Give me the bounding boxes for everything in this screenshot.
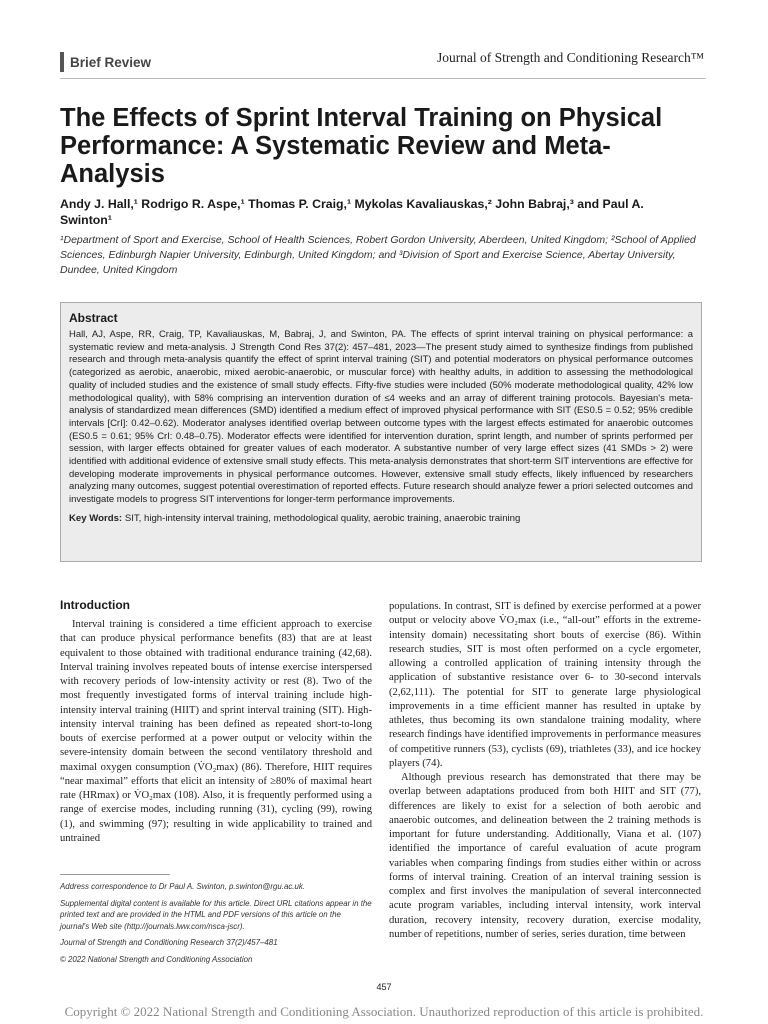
page-number: 457 [376, 982, 392, 992]
introduction-paragraph-2: populations. In contrast, SIT is defined by exercise performed at a power output or velocity above V̇O₂max (i.e., “all-out” efforts in the extreme-intensity domain) necessitating short bouts of exercise (86). Within research studies, SIT is most often performed on a cycle ergometer, allowing a controlled application of training intensity through the application of substantive resistance over 6- to 30-second intervals (2,62,111). The potential for SIT to generate large physiological improvements in a time efficient manner has resulted in uptake by athletes, thus becoming its own standalone training modality, where research findings have identified improvements in performance measures of competitive runners (53), cyclists (69), triathletes (33), and ice hockey players (74). [389, 601, 701, 769]
introduction-paragraph-1: Interval training is considered a time efficient approach to exercise that can produce physical performance benefits (83) that are at least equivalent to those obtained with traditional endurance training (42,68). Interval training involves repeated bouts of intense exercise interspersed with recovery periods of low-intensity activity or rest (8). Two of the most frequently investigated forms of interval training include high-intensity interval training (HIIT) and sprint interval training (SIT). High-intensity interval training has been defined as repeated short-to-long bouts of exercise performed at a power output or velocity within the severe-intensity domain between the second ventilatory threshold and maximal oxygen consumption (V̇O₂max) (86). Therefore, HIIT requires “near maximal” efforts that elicit an intensity of ≥80% of maximal heart rate (HRmax) or V̇O₂max (108). Also, it is frequently performed using a range of exercise modes, including running (31), cycling (99), rowing (1), and swimming (97); resulting in wide applicability to trained and untrained [60, 619, 372, 844]
left-column [60, 598, 372, 846]
association-copyright: © 2022 National Strength and Conditioning Association [60, 954, 253, 964]
copyright-watermark: Copyright © 2022 National Strength and Conditioning Association. Unauthorized reproduction of this article is prohibited. [64, 1004, 704, 1019]
keywords-line [69, 512, 693, 525]
right-column [389, 600, 701, 942]
keywords-text: SIT, high-intensity interval training, methodological quality, aerobic training, anaerobic training [124, 512, 521, 524]
journal-name: Journal of Strength and Conditioning Research™ [436, 50, 704, 65]
abstract-heading: Abstract [69, 311, 118, 325]
article-type-label: Brief Review [70, 54, 152, 70]
correspondence-note: Address correspondence to Dr Paul A. Swinton, p.swinton@rgu.ac.uk. [60, 882, 305, 891]
header-divider [60, 78, 706, 79]
footnotes [60, 881, 372, 970]
author-affiliations: ¹Department of Sport and Exercise, School of Health Sciences, Robert Gordon University, Aberdeen, United Kingdom; ²School of Applied Sciences, Edinburgh Napier University, Edinburgh, United Kingdom; and ³Division of Sport and Exercise Science, Abertay University, Dundee, United Kingdom [60, 234, 696, 276]
article-type-header [60, 52, 151, 72]
abstract-text: Hall, AJ, Aspe, RR, Craig, TP, Kavaliauskas, M, Babraj, J, and Swinton, PA. The effects of sprint interval training on physical performance: a systematic review and meta-analysis. J Strength Cond Res 37(2): 457–481, 2023—The present study aimed to synthesize findings from published research and through meta-analysis quantify the effect of sprint interval training (SIT) and potential moderators on physical performance outcomes (categorized as aerobic, anaerobic, mixed aerobic-anaerobic, or muscular force) with healthy adults, in addition to assessing the methodological quality of included studies and the existence of small study effects. Fifty-five studies were included (50% moderate methodological quality, 42% low methodological quality), with 58% comprising an intervention duration of ≤4 weeks and an array of different training protocols. Bayesian's meta-analysis of standardized mean differences (SMD) identified a medium effect of improved physical performance with SIT (ES0.5 = 0.52; 95% credible intervals [CrI]: 0.42–0.62). Moderator analyses identified overlap between outcome types with the largest effects estimated for anaerobic outcomes (ES0.5 = 0.61; 95% CrI: 0.48–0.75). Moderator effects were identified for intervention duration, sprint length, and number of sprints performed per session, with larger effects obtained for greater values of each moderator. A substantive number of very large effect sizes (41 SMDs > 2) were identified with additional evidence of extensive small study effects. This meta-analysis demonstrates that short-term SIT interventions are effective for developing moderate improvements in physical performance outcomes. However, extensive small study effects, likely influenced by researchers analyzing many outcomes, suggest potential overestimation of reported effects. Future research should analyze fewer a priori selected outcomes and investigate models to progress SIT interventions for longer-term performance improvements. [69, 329, 693, 506]
journal-citation: Journal of Strength and Conditioning Research 37(2)/457–481 [60, 938, 278, 947]
footnote-divider [60, 874, 170, 875]
introduction-paragraph-3: Although previous research has demonstrated that there may be overlap between adaptations produced from both HIIT and SIT (77), differences are likely to exist for a selection of both aerobic and anaerobic outcomes, and delineation between the 2 training methods is important for future understanding. Additionally, Viana et al. (107) identified the importance of careful evaluation of acute program variables when comparing findings from studies either within or across forms of interval training. Creation of an interval training session is complex and first involves the manipulation of several interconnected acute program variables, including interval intensity, work interval duration, recovery intensity, recovery duration, exercise modality, number of repetitions, number of series, series duration, time between [389, 772, 701, 940]
header-accent-bar [60, 52, 64, 72]
supplemental-note: Supplemental digital content is available for this article. Direct URL citations appear in the printed text and are provided in the HTML and PDF versions of this article on the journal's Web site (http://journals.lww.com/nsca-jscr). [60, 898, 372, 931]
introduction-heading: Introduction [60, 598, 130, 612]
abstract-box [60, 302, 702, 562]
author-list: Andy J. Hall,¹ Rodrigo R. Aspe,¹ Thomas P. Craig,¹ Mykolas Kavaliauskas,² John Babraj,³ and Paul A. Swinton¹ [60, 197, 644, 227]
keywords-label: Key Words: [69, 512, 123, 524]
article-title: The Effects of Sprint Interval Training on Physical Performance: A Systematic Review and Meta-Analysis [60, 104, 663, 188]
